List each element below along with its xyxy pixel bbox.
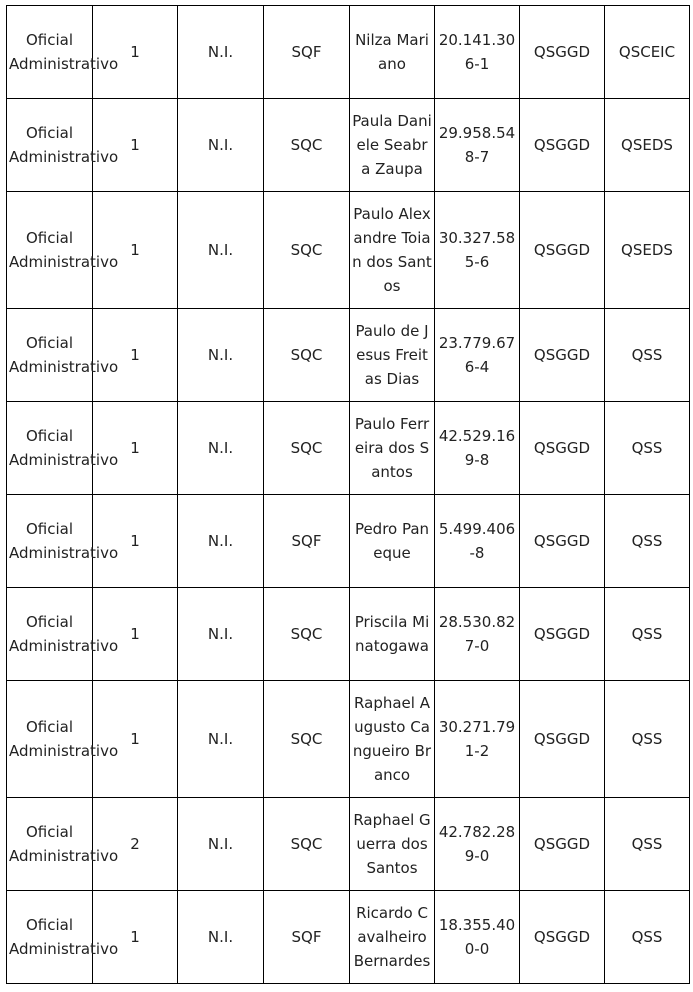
nome-cell: Priscila Minatogawa — [350, 588, 435, 681]
quantidade-cell: 1 — [93, 588, 178, 681]
nome-cell: Ricardo Cavalheiro Bernardes — [350, 891, 435, 984]
referencia-cell: N.I. — [178, 588, 264, 681]
table-row — [7, 681, 690, 798]
destino-cell: QSS — [605, 891, 690, 984]
origem-cell: QSGGD — [520, 99, 605, 192]
quantidade-cell: 1 — [93, 309, 178, 402]
cargo-cell: Oficial Administrativo — [7, 495, 93, 588]
rg-cell: 30.271.791-2 — [435, 681, 520, 798]
nome-cell: Paulo Ferreira dos Santos — [350, 402, 435, 495]
cargo-cell: Oficial Administrativo — [7, 402, 93, 495]
nome-cell: Pedro Paneque — [350, 495, 435, 588]
destino-cell: QSEDS — [605, 99, 690, 192]
referencia-cell: N.I. — [178, 798, 264, 891]
quadro-cell: SQC — [264, 192, 350, 309]
destino-cell: QSS — [605, 681, 690, 798]
rg-cell: 42.529.169-8 — [435, 402, 520, 495]
cargo-cell: Oficial Administrativo — [7, 6, 93, 99]
table-row — [7, 6, 690, 99]
quantidade-cell: 2 — [93, 798, 178, 891]
quadro-cell: SQC — [264, 681, 350, 798]
nome-cell: Paula Daniele Seabra Zaupa — [350, 99, 435, 192]
referencia-cell: N.I. — [178, 309, 264, 402]
table-row — [7, 495, 690, 588]
quadro-cell: SQC — [264, 798, 350, 891]
cargo-cell: Oficial Administrativo — [7, 588, 93, 681]
quantidade-cell: 1 — [93, 99, 178, 192]
destino-cell: QSS — [605, 495, 690, 588]
table-row — [7, 798, 690, 891]
table-row — [7, 402, 690, 495]
cargo-cell: Oficial Administrativo — [7, 309, 93, 402]
quadro-cell: SQC — [264, 99, 350, 192]
rg-cell: 29.958.548-7 — [435, 99, 520, 192]
rg-cell: 20.141.306-1 — [435, 6, 520, 99]
nome-cell: Paulo Alexandre Toian dos Santos — [350, 192, 435, 309]
destino-cell: QSEDS — [605, 192, 690, 309]
referencia-cell: N.I. — [178, 99, 264, 192]
table-row — [7, 192, 690, 309]
rg-cell: 42.782.289-0 — [435, 798, 520, 891]
quantidade-cell: 1 — [93, 6, 178, 99]
quadro-cell: SQF — [264, 891, 350, 984]
cargo-cell: Oficial Administrativo — [7, 798, 93, 891]
rg-cell: 5.499.406-8 — [435, 495, 520, 588]
rg-cell: 28.530.827-0 — [435, 588, 520, 681]
cargo-cell: Oficial Administrativo — [7, 891, 93, 984]
referencia-cell: N.I. — [178, 192, 264, 309]
cargo-cell: Oficial Administrativo — [7, 681, 93, 798]
referencia-cell: N.I. — [178, 495, 264, 588]
origem-cell: QSGGD — [520, 6, 605, 99]
quantidade-cell: 1 — [93, 402, 178, 495]
nome-cell: Paulo de Jesus Freitas Dias — [350, 309, 435, 402]
destino-cell: QSS — [605, 798, 690, 891]
cargo-cell: Oficial Administrativo — [7, 99, 93, 192]
destino-cell: QSS — [605, 588, 690, 681]
referencia-cell: N.I. — [178, 681, 264, 798]
cargo-cell: Oficial Administrativo — [7, 192, 93, 309]
origem-cell: QSGGD — [520, 798, 605, 891]
quantidade-cell: 1 — [93, 891, 178, 984]
nome-cell: Raphael Augusto Cangueiro Branco — [350, 681, 435, 798]
rg-cell: 30.327.585-6 — [435, 192, 520, 309]
origem-cell: QSGGD — [520, 309, 605, 402]
quadro-cell: SQC — [264, 309, 350, 402]
destino-cell: QSS — [605, 309, 690, 402]
table-row — [7, 99, 690, 192]
nome-cell: Nilza Mariano — [350, 6, 435, 99]
servidores-table — [6, 5, 690, 984]
referencia-cell: N.I. — [178, 891, 264, 984]
nome-cell: Raphael Guerra dos Santos — [350, 798, 435, 891]
table-row — [7, 309, 690, 402]
quantidade-cell: 1 — [93, 681, 178, 798]
origem-cell: QSGGD — [520, 192, 605, 309]
origem-cell: QSGGD — [520, 891, 605, 984]
quantidade-cell: 1 — [93, 192, 178, 309]
table-row — [7, 891, 690, 984]
table-row — [7, 588, 690, 681]
rg-cell: 23.779.676-4 — [435, 309, 520, 402]
quadro-cell: SQC — [264, 402, 350, 495]
quadro-cell: SQF — [264, 6, 350, 99]
destino-cell: QSCEIC — [605, 6, 690, 99]
rg-cell: 18.355.400-0 — [435, 891, 520, 984]
origem-cell: QSGGD — [520, 402, 605, 495]
table-body — [7, 6, 690, 984]
origem-cell: QSGGD — [520, 588, 605, 681]
quantidade-cell: 1 — [93, 495, 178, 588]
origem-cell: QSGGD — [520, 681, 605, 798]
destino-cell: QSS — [605, 402, 690, 495]
quadro-cell: SQF — [264, 495, 350, 588]
referencia-cell: N.I. — [178, 6, 264, 99]
referencia-cell: N.I. — [178, 402, 264, 495]
origem-cell: QSGGD — [520, 495, 605, 588]
quadro-cell: SQC — [264, 588, 350, 681]
